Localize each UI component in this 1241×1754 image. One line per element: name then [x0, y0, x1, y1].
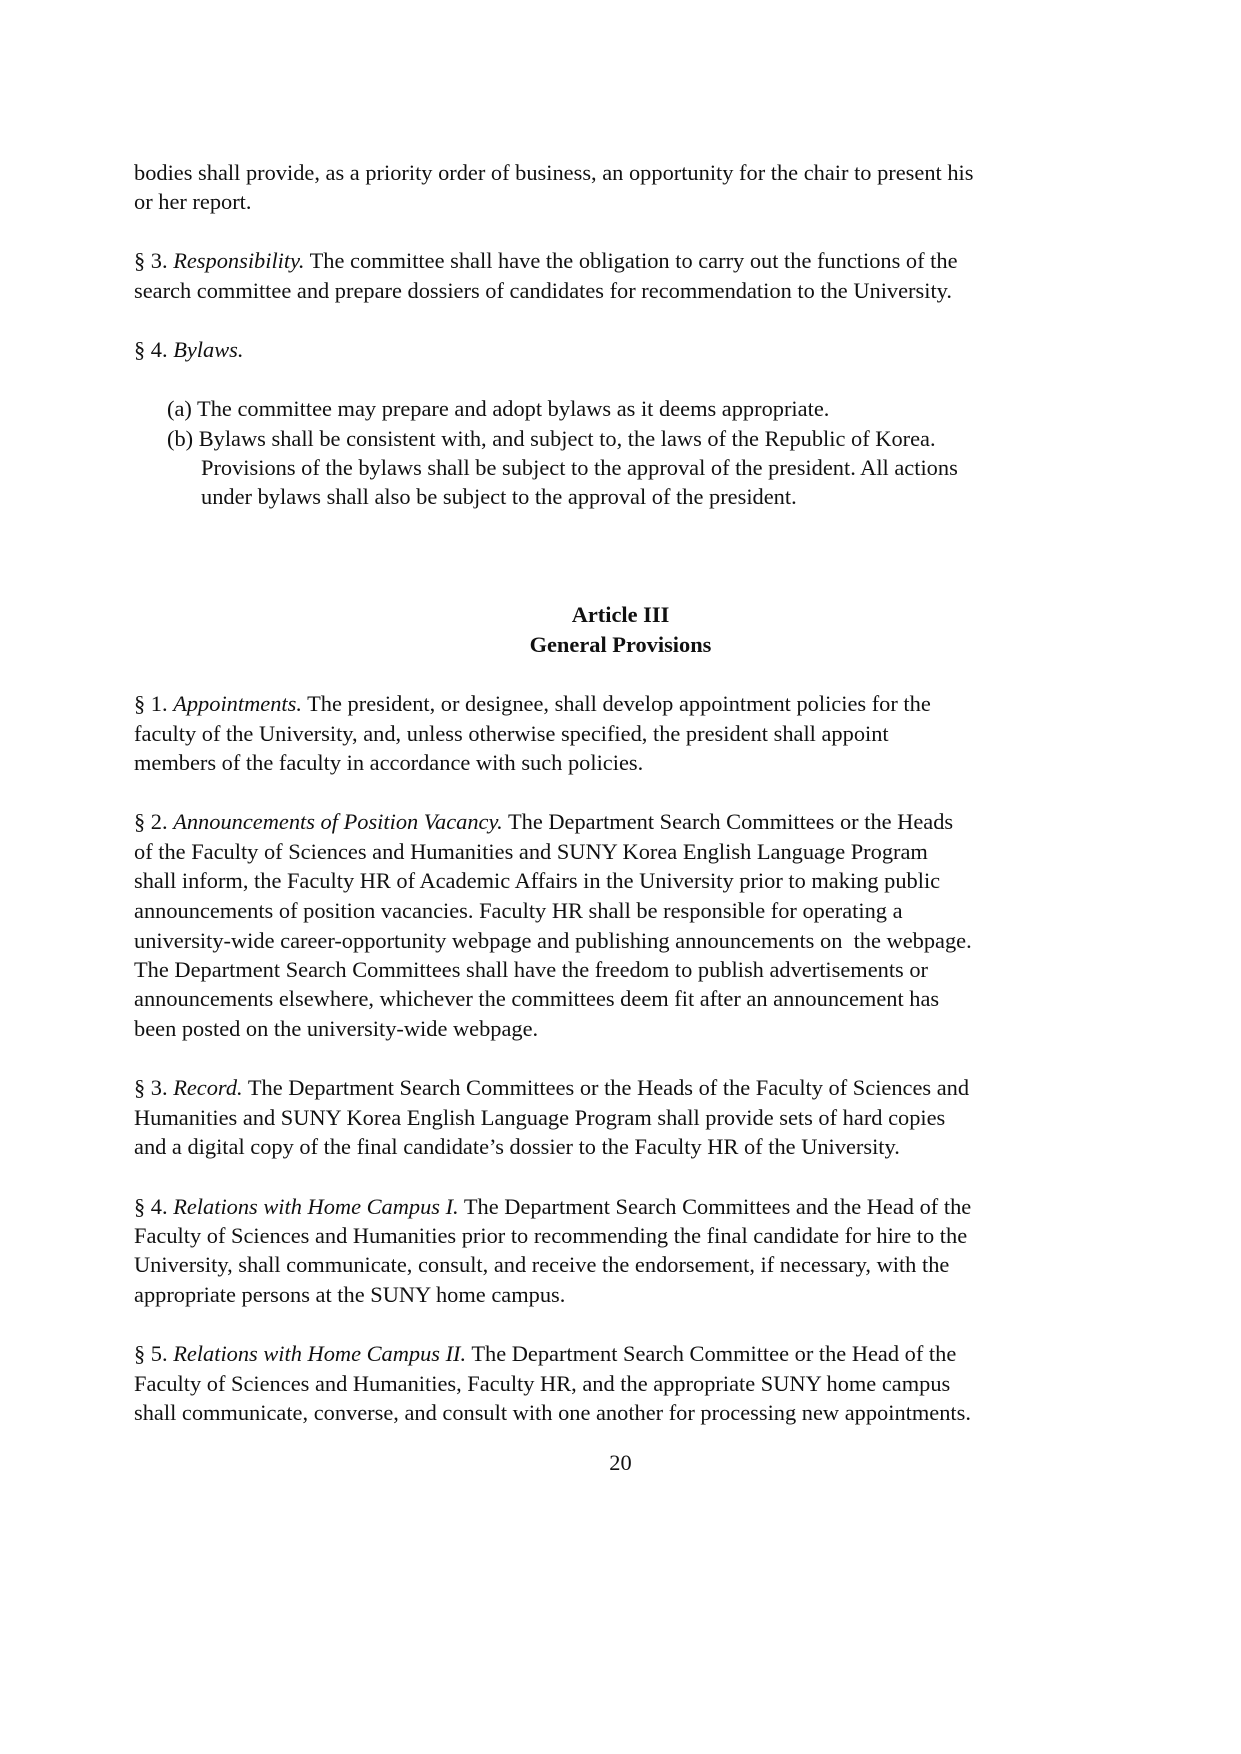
text-line: bodies shall provide, as a priority order of business, an opportunity for the chair to present his: [134, 160, 974, 185]
section-number: § 3.: [134, 248, 174, 273]
text-line: The Department Search Committees shall have the freedom to publish advertisements or: [134, 957, 929, 982]
section-number: § 4.: [134, 337, 174, 362]
section-number: § 4.: [134, 1194, 174, 1219]
text-line: [134, 246, 958, 275]
text-line: [134, 1073, 969, 1102]
text-line: of the Faculty of Sciences and Humanities and SUNY Korea English Language Program: [134, 839, 928, 864]
section-text: The Department Search Committees or the Heads of the Faculty of Sciences and: [242, 1075, 970, 1100]
text-line: or her report.: [134, 189, 252, 214]
section-title: Responsibility.: [173, 248, 305, 273]
article-number: Article III: [571, 602, 670, 627]
article-title: General Provisions: [529, 632, 712, 657]
section-title: Announcements of Position Vacancy.: [173, 809, 503, 834]
section-number: § 5.: [134, 1341, 174, 1366]
text-line: faculty of the University, and, unless otherwise specified, the president shall appoint: [134, 721, 889, 746]
section-text: The Department Search Committee or the Head of the: [466, 1341, 957, 1366]
text-line: search committee and prepare dossiers of candidates for recommendation to the University.: [134, 278, 953, 303]
text-line: Faculty of Sciences and Humanities prior to recommending the final candidate for hire to the: [134, 1223, 968, 1248]
text-line: Faculty of Sciences and Humanities, Faculty HR, and the appropriate SUNY home campus: [134, 1371, 951, 1396]
text-line: shall communicate, converse, and consult with one another for processing new appointments.: [134, 1400, 971, 1425]
section-number: § 1.: [134, 691, 174, 716]
text-line: [134, 1192, 971, 1221]
section-title: Record.: [173, 1075, 243, 1100]
section-title: Appointments.: [173, 691, 302, 716]
text-line: members of the faculty in accordance with such policies.: [134, 750, 644, 775]
section-text: The Department Search Committees and the Head of the: [458, 1194, 972, 1219]
text-line: Humanities and SUNY Korea English Language Program shall provide sets of hard copies: [134, 1105, 946, 1130]
text-line: been posted on the university-wide webpage.: [134, 1016, 539, 1041]
section-text: The committee shall have the obligation to carry out the functions of the: [304, 248, 958, 273]
text-line: [134, 807, 953, 836]
list-item-a: (a) The committee may prepare and adopt bylaws as it deems appropriate.: [167, 396, 830, 421]
section-text: The president, or designee, shall develop appointment policies for the: [301, 691, 931, 716]
section-number: § 3.: [134, 1075, 174, 1100]
list-item-b-continued: under bylaws shall also be subject to the approval of the president.: [201, 484, 797, 509]
list-item-b: (b) Bylaws shall be consistent with, and subject to, the laws of the Republic of Korea.: [167, 426, 936, 451]
text-line: announcements elsewhere, whichever the committees deem fit after an announcement has: [134, 986, 940, 1011]
text-line: announcements of position vacancies. Faculty HR shall be responsible for operating a: [134, 898, 903, 923]
text-line: [134, 335, 243, 364]
text-line: university-wide career-opportunity webpage and publishing announcements on the webpage.: [134, 928, 972, 953]
section-number: § 2.: [134, 809, 174, 834]
text-line: shall inform, the Faculty HR of Academic Affairs in the University prior to making public: [134, 868, 941, 893]
text-line: University, shall communicate, consult, and receive the endorsement, if necessary, with the: [134, 1252, 950, 1277]
section-title: Relations with Home Campus II.: [173, 1341, 467, 1366]
section-title: Relations with Home Campus I.: [173, 1194, 459, 1219]
text-line: appropriate persons at the SUNY home campus.: [134, 1282, 566, 1307]
page-number: 20: [609, 1450, 632, 1475]
section-title: Bylaws.: [173, 337, 244, 362]
text-line: [134, 689, 931, 718]
section-text: The Department Search Committees or the Heads: [502, 809, 954, 834]
list-item-b-continued: Provisions of the bylaws shall be subject to the approval of the president. All actions: [201, 455, 958, 480]
text-line: and a digital copy of the final candidate’s dossier to the Faculty HR of the University.: [134, 1134, 900, 1159]
text-line: [134, 1339, 956, 1368]
